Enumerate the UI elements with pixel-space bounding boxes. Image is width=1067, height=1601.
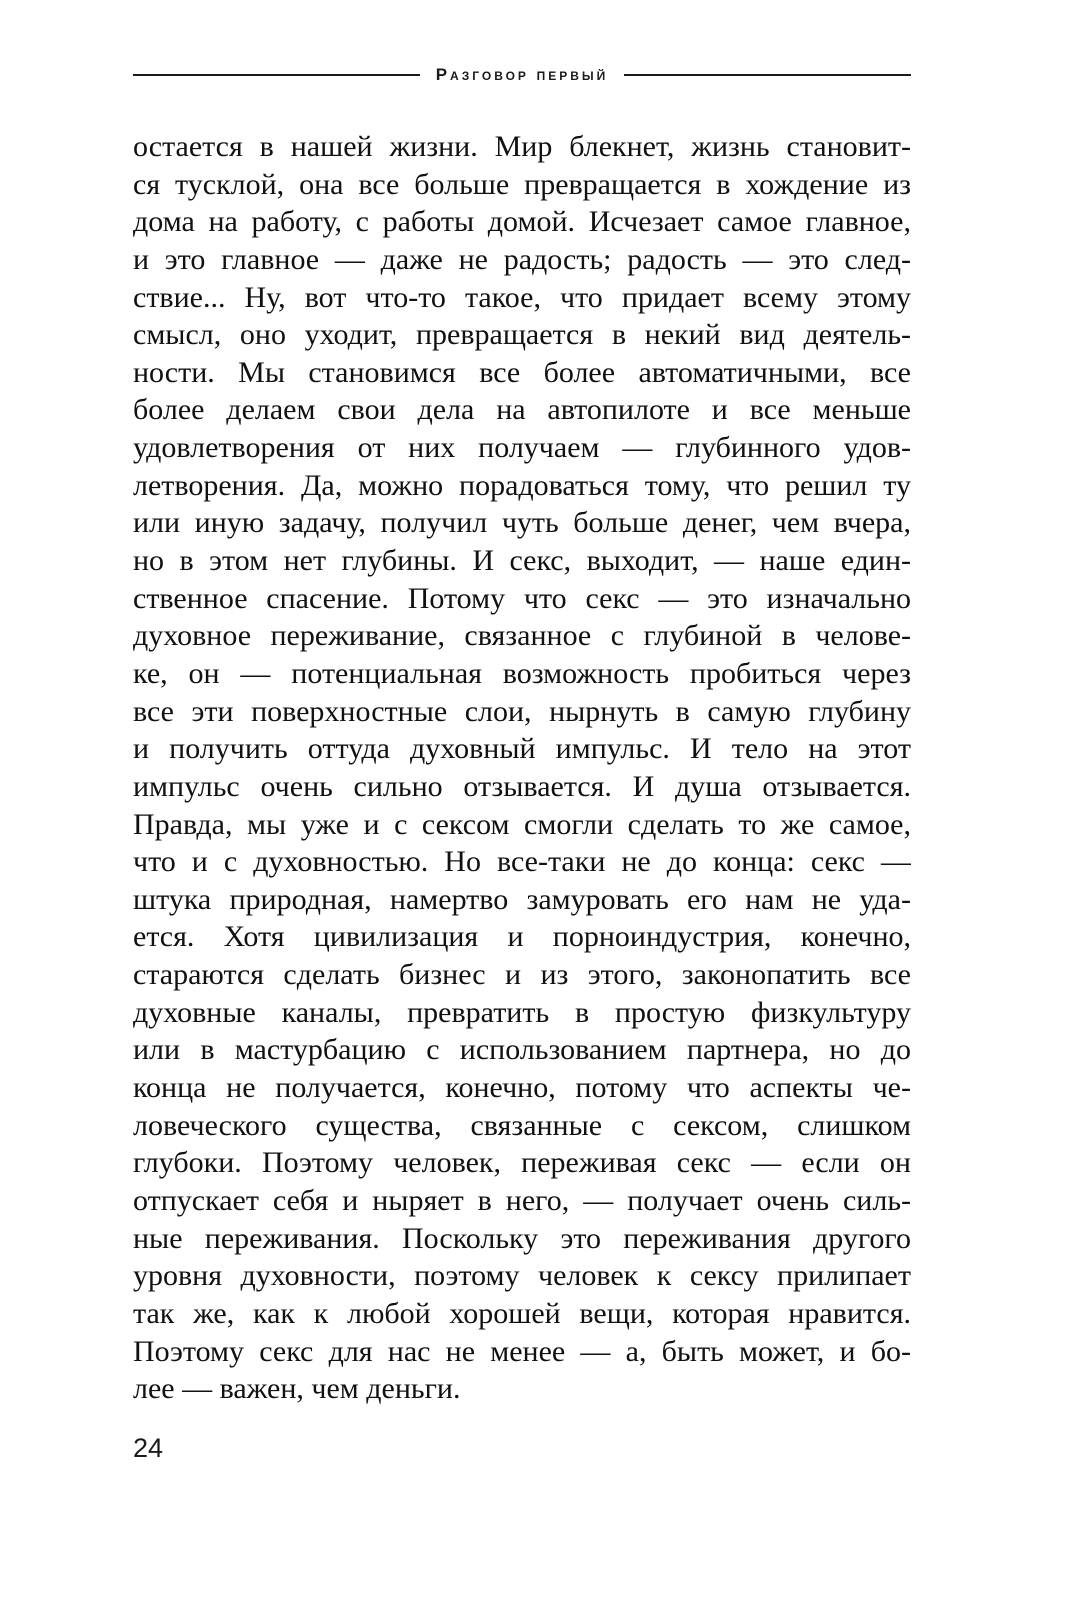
text-line: все эти поверхностные слои, нырнуть в самую глубину: [133, 694, 911, 728]
text-line: но в этом нет глубины. И секс, выходит, — наше един-: [133, 544, 911, 578]
text-line: духовные каналы, превратить в простую физкультуру: [133, 995, 911, 1029]
text-line: летворения. Да, можно порадоваться тому, что решил ту: [133, 468, 911, 502]
text-line: уровня духовности, поэтому человек к сексу прилипает: [133, 1259, 911, 1293]
text-line: глубоки. Поэтому человек, переживая секс — если он: [133, 1146, 911, 1180]
text-line: более делаем свои дела на автопилоте и все меньше: [133, 393, 911, 427]
text-line: или иную задачу, получил чуть больше денег, чем вчера,: [133, 506, 911, 540]
text-line: ся тусклой, она все больше превращается в хождение из: [133, 167, 911, 201]
text-line: дома на работу, с работы домой. Исчезает самое главное,: [133, 205, 911, 239]
text-line: ствие... Ну, вот что-то такое, что придает всему этому: [133, 280, 911, 314]
text-line: ке, он — потенциальная возможность пробиться через: [133, 656, 911, 690]
text-line: что и с духовностью. Но все-таки не до конца: секс —: [133, 845, 911, 879]
text-line: штука природная, намертво замуровать его нам не уда-: [133, 882, 911, 916]
page-number: 24: [133, 1433, 164, 1463]
text-line: и это главное — даже не радость; радость — это след-: [133, 242, 911, 276]
text-line: духовное переживание, связанное с глубиной в челове-: [133, 619, 911, 653]
text-line: конца не получается, конечно, потому что аспекты че-: [133, 1071, 911, 1105]
text-line: ственное спасение. Потому что секс — это изначально: [133, 581, 911, 615]
text-line: Поэтому секс для нас не менее — а, быть может, и бо-: [133, 1334, 911, 1368]
running-head: [133, 60, 911, 90]
running-head-rule-right: [624, 74, 911, 76]
text-line: остается в нашей жизни. Мир блекнет, жизнь становит-: [133, 130, 911, 163]
text-line: ловеческого существа, связанные с сексом, слишком: [133, 1108, 911, 1142]
text-line: импульс очень сильно отзывается. И душа отзывается.: [133, 769, 911, 803]
text-line: отпускает себя и ныряет в него, — получает очень силь-: [133, 1183, 911, 1217]
text-line: так же, как к любой хорошей вещи, которая нравится.: [133, 1296, 911, 1330]
running-head-rule-left: [133, 74, 420, 76]
text-line: ется. Хотя цивилизация и порноиндустрия, конечно,: [133, 920, 911, 954]
text-line: ности. Мы становимся все более автоматичными, все: [133, 355, 911, 389]
text-line: и получить оттуда духовный импульс. И тело на этот: [133, 732, 911, 766]
text-line: ные переживания. Поскольку это переживания другого: [133, 1221, 911, 1255]
text-line: Правда, мы уже и с сексом смогли сделать то же самое,: [133, 807, 911, 841]
text-line: смысл, оно уходит, превращается в некий вид деятель-: [133, 318, 911, 352]
text-line: стараются сделать бизнес и из этого, законопатить все: [133, 958, 911, 992]
text-line: удовлетворения от них получаем — глубинного удов-: [133, 431, 911, 465]
body-text: [133, 128, 911, 1408]
text-line: или в мастурбацию с использованием партнера, но до: [133, 1033, 911, 1067]
running-head-title: Разговор первый: [435, 65, 609, 84]
text-line: лее — важен, чем деньги.: [133, 1372, 461, 1406]
